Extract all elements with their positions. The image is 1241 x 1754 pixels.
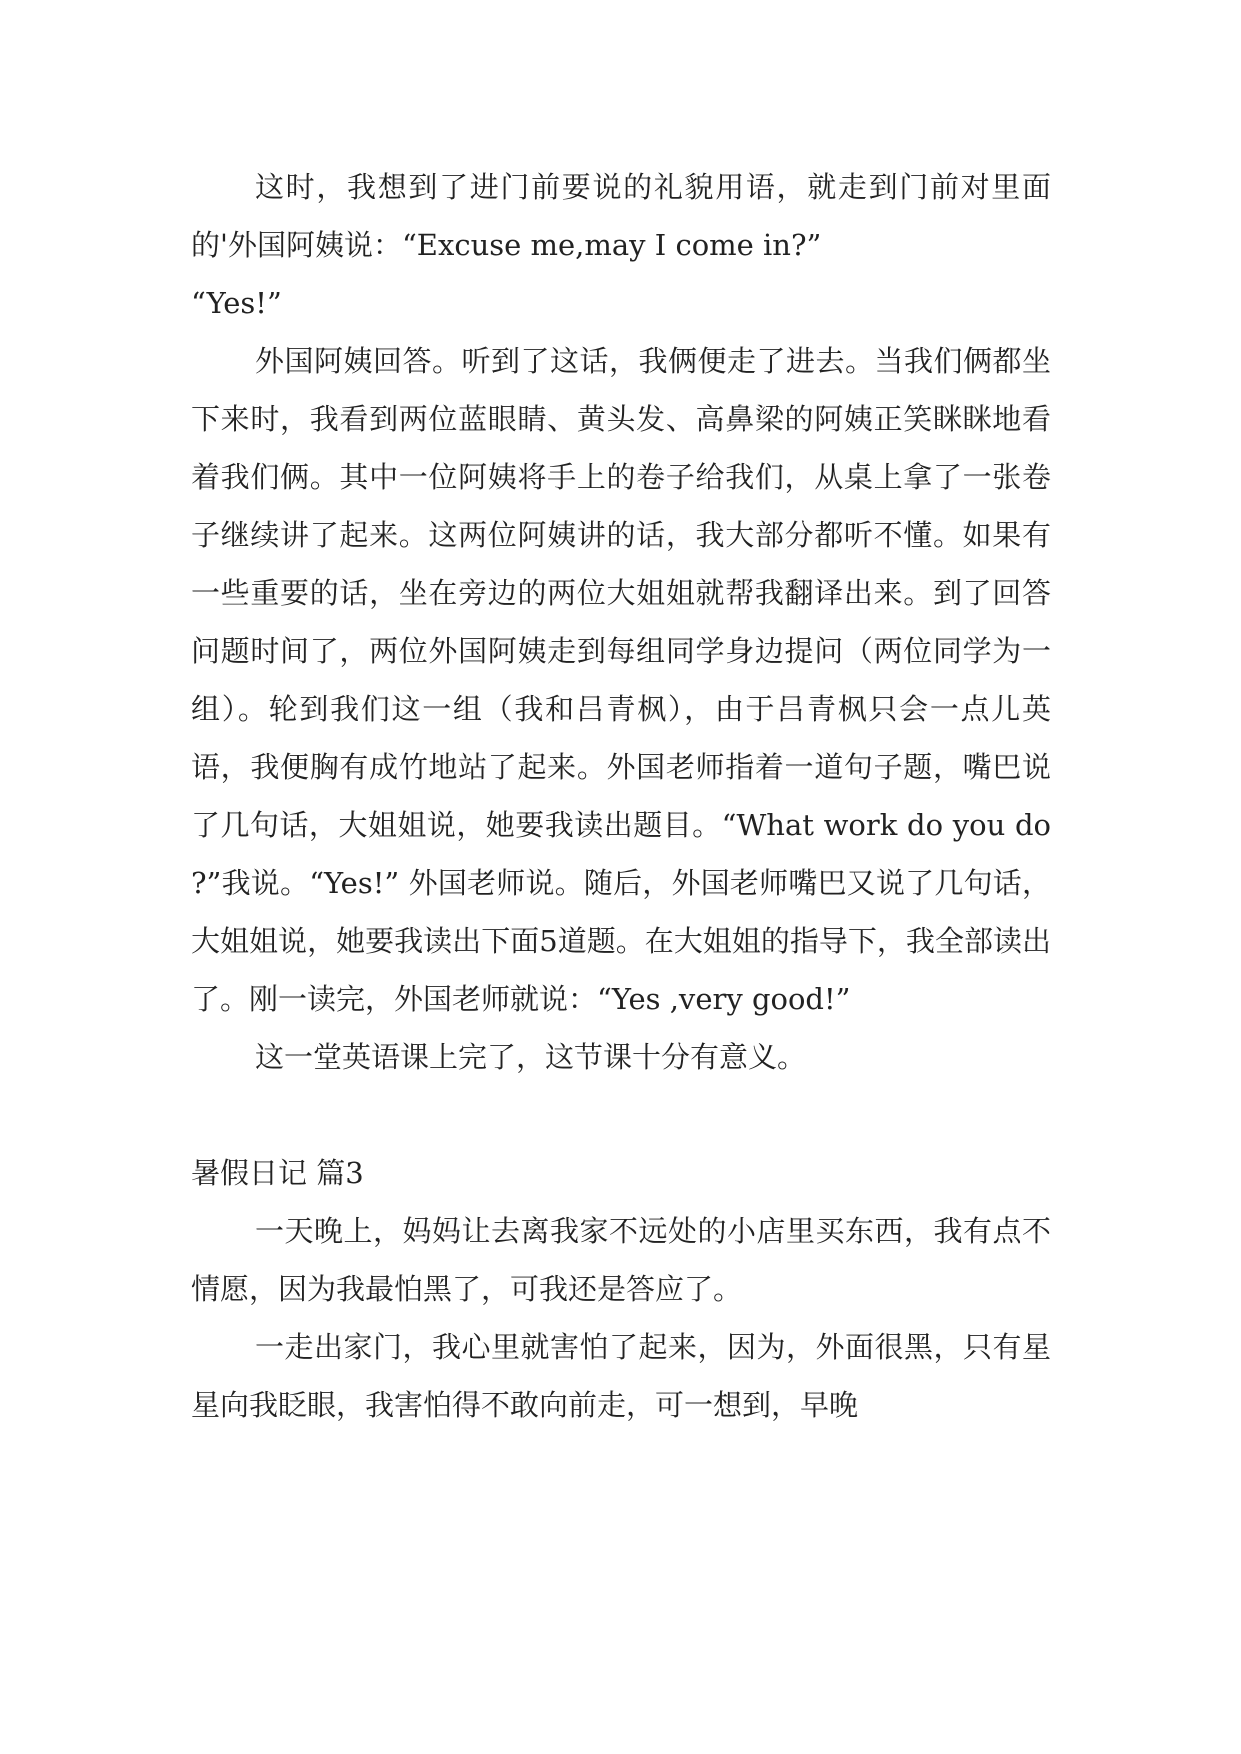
paragraph-4: 这一堂英语课上完了，这节课十分有意义。 [255,1040,807,1074]
paragraph-2: “Yes!” [191,286,282,320]
section-paragraph-2: 一走出家门，我心里就害怕了起来，因为，外面很黑，只有星星向我眨眼，我害怕得不敢向前走，可一想到，早晚 [191,1330,1051,1422]
document-page [191,158,1051,1434]
paragraph-1: 这时，我想到了进门前要说的礼貌用语，就走到门前对里面的'外国阿姨说：“Excuse me,may I come in?” [191,170,1051,262]
section-paragraph-1: 一天晚上，妈妈让去离我家不远处的小店里买东西，我有点不情愿，因为我最怕黑了，可我还是答应了。 [191,1214,1051,1306]
paragraph-3: 外国阿姨回答。听到了这话，我俩便走了进去。当我们俩都坐下来时，我看到两位蓝眼睛、黄头发、高鼻梁的阿姨正笑眯眯地看着我们俩。其中一位阿姨将手上的卷子给我们，从桌上拿了一张卷子继续讲了起来。这两位阿姨讲的话，我大部分都听不懂。如果有一些重要的话，坐在旁边的两位大姐姐就帮我翻译出来。到了回答问题时间了，两位外国阿姨走到每组同学身边提问（两位同学为一组）。轮到我们这一组（我和吕青枫），由于吕青枫只会一点儿英语，我便胸有成竹地站了起来。外国老师指着一道句子题，嘴巴说了几句话，大姐姐说，她要我读出题目。“What work do you do ?”我说。“Yes!” 外国老师说。随后，外国老师嘴巴又说了几句话，大姐姐说，她要我读出下面5道题。在大姐姐的指导下，我全部读出了。刚一读完，外国老师就说：“Yes ,very good!” [191,344,1051,1016]
section-title: 暑假日记 篇3 [191,1156,364,1190]
